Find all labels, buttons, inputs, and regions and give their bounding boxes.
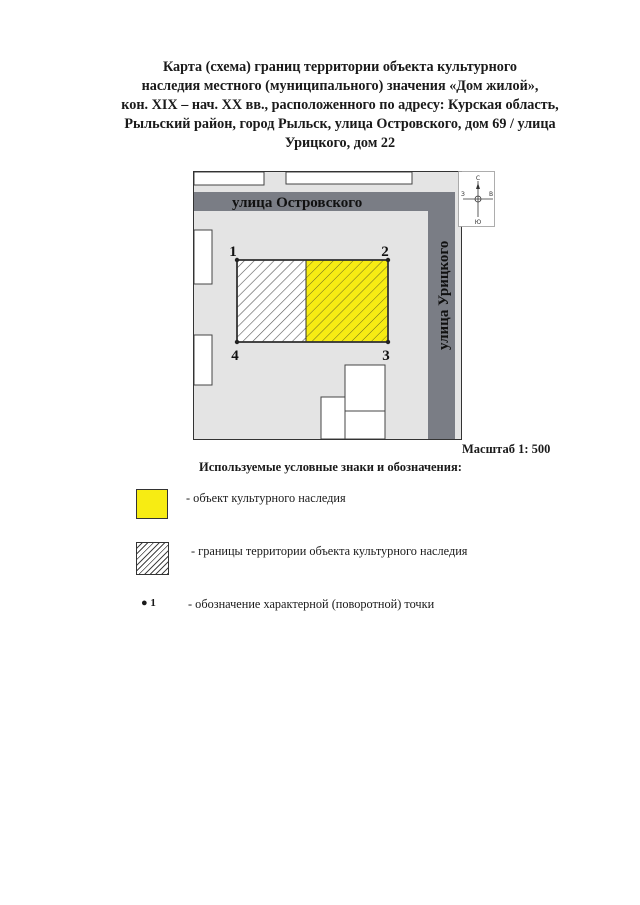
- legend-swatch-heritage: [136, 489, 168, 519]
- title-line-3: кон. XIX – нач. XX вв., расположенного по адресу: Курская область,: [121, 97, 559, 113]
- point-label-2: 2: [381, 244, 389, 260]
- title-line-2: наследия местного (муниципального) значения «Дом жилой»,: [141, 78, 539, 94]
- title-line-5: Урицкого, дом 22: [284, 135, 396, 151]
- territory-boundary: [237, 260, 306, 342]
- legend-text-point: - обозначение характерной (поворотной) точки: [188, 597, 435, 611]
- svg-text:З: З: [461, 191, 465, 198]
- heritage-object: [306, 260, 388, 342]
- svg-text:Ю: Ю: [474, 219, 482, 226]
- building: [286, 172, 412, 184]
- title-line-4: Рыльский район, город Рыльск, улица Островского, дом 69 / улица: [124, 116, 556, 132]
- building: [345, 411, 385, 439]
- point-label-4: 4: [231, 348, 239, 364]
- point-label-3: 3: [382, 348, 390, 364]
- building: [321, 397, 345, 439]
- point-3: [386, 340, 390, 344]
- svg-text:В: В: [489, 191, 494, 198]
- building: [194, 230, 212, 284]
- svg-text:С: С: [475, 175, 481, 182]
- document-title: [70, 58, 610, 153]
- legend-text-boundary: - границы территории объекта культурного наследия: [191, 544, 468, 558]
- compass-icon: [458, 171, 495, 227]
- map: [193, 171, 462, 440]
- point-label-1: 1: [229, 244, 237, 260]
- map-svg: [194, 172, 461, 439]
- legend-point-symbol: ● 1: [141, 597, 156, 609]
- building: [345, 365, 385, 411]
- building: [194, 335, 212, 385]
- street-label-uritskogo: улица Урицкого: [436, 240, 452, 350]
- scale-label: Масштаб 1: 500: [462, 442, 551, 456]
- point-4: [235, 340, 239, 344]
- building: [194, 172, 264, 185]
- compass-rose: [458, 171, 495, 227]
- legend-title: Используемые условные знаки и обозначения:: [199, 460, 462, 474]
- street-label-ostrovskogo: улица Островского: [232, 195, 363, 211]
- legend-text-heritage: - объект культурного наследия: [186, 491, 346, 505]
- legend-swatch-boundary: [136, 542, 169, 575]
- title-line-1: Карта (схема) границ территории объекта культурного: [162, 59, 518, 75]
